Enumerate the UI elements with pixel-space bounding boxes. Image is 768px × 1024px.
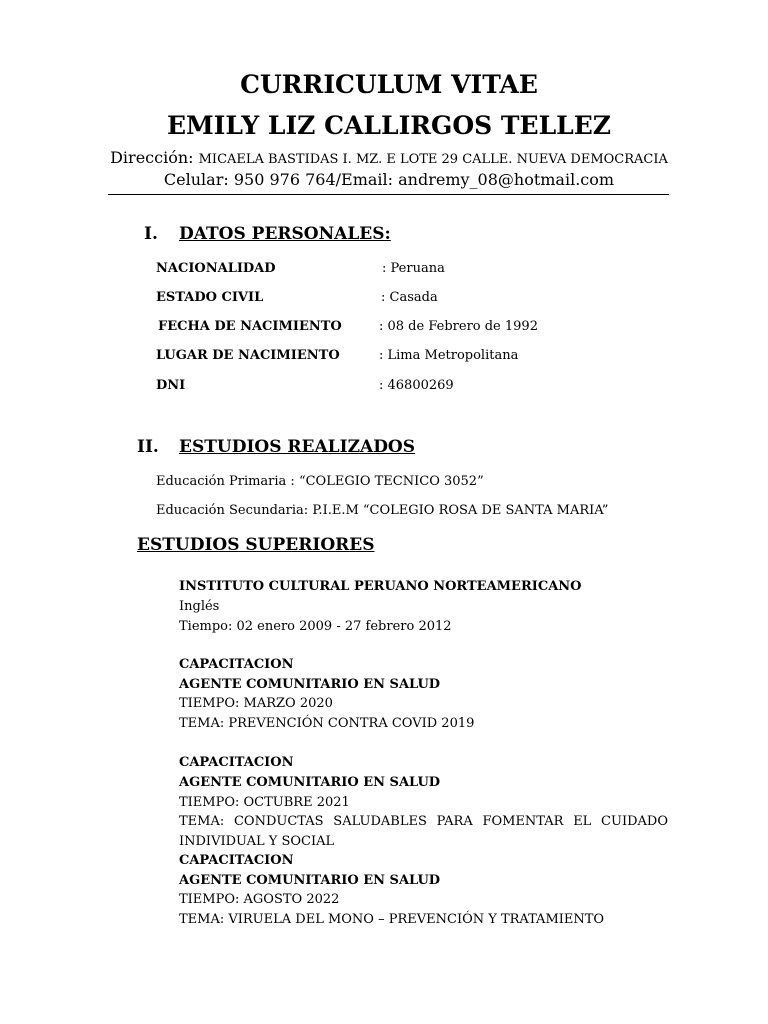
entry4-type: CAPACITACION [179,853,294,868]
contact-line: Celular: 950 976 764/Email: andremy_08@hotmail.com [163,170,615,189]
address-label: Dirección: [110,148,194,167]
personal-value-estado-civil: : Casada [381,290,438,305]
section2-title: ESTUDIOS REALIZADOS [179,437,416,457]
section1-title: DATOS PERSONALES: [179,224,391,244]
personal-value-fecha-nacimiento: : 08 de Febrero de 1992 [379,319,538,334]
personal-value-nacionalidad: : Peruana [382,261,445,276]
entry4-role: AGENTE COMUNITARIO EN SALUD [179,873,441,888]
personal-label-nacionalidad: NACIONALIDAD [156,261,276,276]
education-secundaria: Educación Secundaria: P.I.E.M “COLEGIO ROSA DE SANTA MARIA” [156,503,609,518]
entry1-institution: INSTITUTO CULTURAL PERUANO NORTEAMERICANO [179,579,582,594]
entry3-tema: TEMA: CONDUCTAS SALUDABLES PARA FOMENTAR EL CUIDADO INDIVIDUAL Y SOCIAL [179,814,668,849]
superiores-title: ESTUDIOS SUPERIORES [137,535,375,555]
cv-title: CURRICULUM VITAE [240,70,538,99]
section2-number: II. [137,437,159,457]
entry1-course: Inglés [179,599,220,614]
entry2-role: AGENTE COMUNITARIO EN SALUD [179,677,441,692]
education-primaria: Educación Primaria : “COLEGIO TECNICO 3052” [156,474,484,489]
entry2-tiempo: TIEMPO: MARZO 2020 [179,696,333,711]
address-value: MICAELA BASTIDAS I. MZ. E LOTE 29 CALLE. NUEVA DEMOCRACIA [198,152,668,167]
entry3-type: CAPACITACION [179,755,294,770]
entry2-tema: TEMA: PREVENCIÓN CONTRA COVID 2019 [179,716,475,731]
header-divider [108,194,669,195]
section1-number: I. [144,224,158,244]
address-line [0,148,768,167]
personal-label-dni: DNI [156,378,186,393]
entry3-tiempo: TIEMPO: OCTUBRE 2021 [179,795,350,810]
candidate-name: EMILY LIZ CALLIRGOS TELLEZ [166,111,612,140]
entry4-tema: TEMA: VIRUELA DEL MONO – PREVENCIÓN Y TRATAMIENTO [179,912,605,927]
entry4-tiempo: TIEMPO: AGOSTO 2022 [179,892,340,907]
entry2-type: CAPACITACION [179,657,294,672]
personal-value-dni: : 46800269 [379,378,454,393]
personal-label-estado-civil: ESTADO CIVIL [156,290,264,305]
personal-label-fecha-nacimiento: FECHA DE NACIMIENTO [158,319,342,334]
entry1-tiempo: Tiempo: 02 enero 2009 - 27 febrero 2012 [179,619,452,634]
entry3-role: AGENTE COMUNITARIO EN SALUD [179,775,441,790]
personal-label-lugar-nacimiento: LUGAR DE NACIMIENTO [156,348,340,363]
personal-value-lugar-nacimiento: : Lima Metropolitana [379,348,519,363]
